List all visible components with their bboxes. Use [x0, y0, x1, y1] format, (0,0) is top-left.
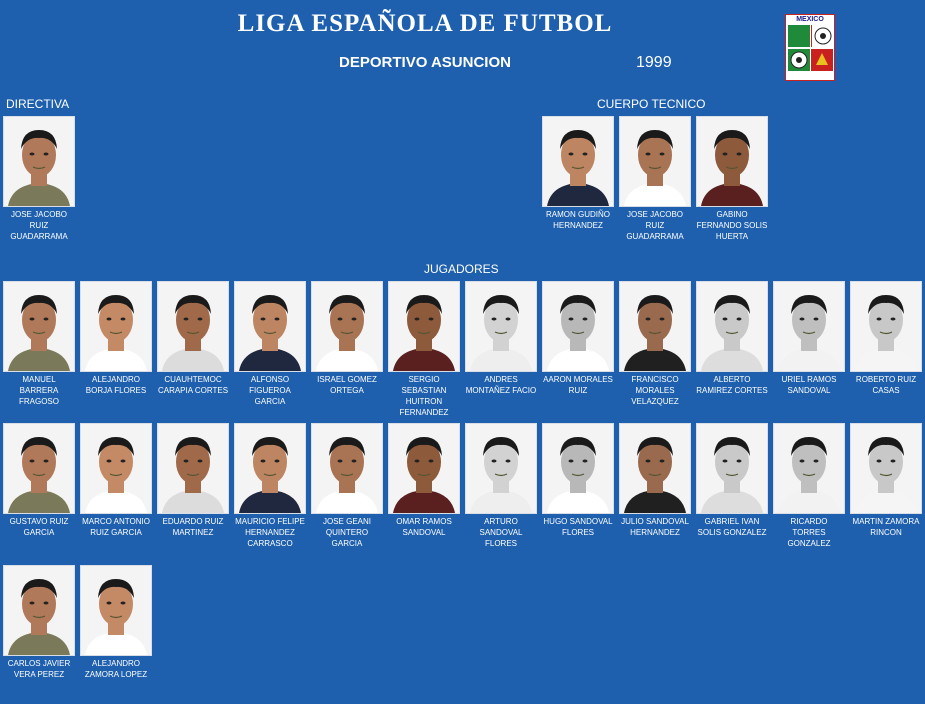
player-photo [157, 281, 229, 372]
person-card [311, 423, 383, 549]
person-name: HUGO SANDOVAL FLORES [543, 517, 613, 537]
person-name: GUSTAVO RUIZ GARCIA [9, 517, 69, 537]
person-card [850, 281, 922, 396]
player-photo [3, 281, 75, 372]
crest-quadrant [788, 49, 810, 71]
crest-quadrant [811, 25, 833, 47]
person-card [773, 281, 845, 396]
player-photo [388, 423, 460, 514]
person-card [80, 281, 152, 396]
person-card [157, 423, 229, 538]
person-card [773, 423, 845, 549]
person-name: ALFONSO FIGUEROA GARCIA [249, 375, 291, 406]
person-name: JOSE JACOBO RUIZ GUADARRAMA [626, 210, 684, 241]
person-card [388, 281, 460, 418]
person-card [619, 116, 691, 242]
person-card [3, 281, 75, 407]
player-photo [465, 423, 537, 514]
person-card [542, 116, 614, 231]
person-name: CARLOS JAVIER VERA PEREZ [7, 659, 71, 679]
player-photo [542, 423, 614, 514]
crest-quadrant [811, 49, 833, 71]
person-name: ROBERTO RUIZ CASAS [855, 375, 917, 395]
person-name: MANUEL BARRERA FRAGOSO [18, 375, 59, 406]
person-card [388, 423, 460, 538]
person-card [850, 423, 922, 538]
person-card [157, 281, 229, 396]
player-photo [157, 423, 229, 514]
person-name: AARON MORALES RUIZ [543, 375, 613, 395]
person-name: GABINO FERNANDO SOLIS HUERTA [696, 210, 768, 241]
team-name: DEPORTIVO ASUNCION [339, 54, 511, 71]
player-photo [773, 423, 845, 514]
player-photo [234, 423, 306, 514]
player-photo [619, 423, 691, 514]
person-name: MARCO ANTONIO RUIZ GARCIA [82, 517, 150, 537]
person-card [465, 423, 537, 549]
player-photo [619, 116, 691, 207]
player-photo [696, 116, 768, 207]
section-directiva: DIRECTIVA [6, 97, 70, 111]
person-card [542, 423, 614, 538]
person-name: ISRAEL GOMEZ ORTEGA [317, 375, 377, 395]
person-name: ALBERTO RAMIREZ CORTES [696, 375, 768, 395]
player-photo [850, 423, 922, 514]
person-name: ARTURO SANDOVAL FLORES [479, 517, 523, 548]
player-photo [234, 281, 306, 372]
person-card [3, 116, 75, 242]
section-jugadores: JUGADORES [424, 262, 499, 276]
team-crest-icon [785, 14, 835, 81]
team-year: 1999 [636, 54, 672, 71]
player-photo [3, 565, 75, 656]
person-name: JOSE JACOBO RUIZ GUADARRAMA [10, 210, 68, 241]
person-name: SERGIO SEBASTIAN HUITRON FERNANDEZ [399, 375, 449, 417]
person-name: ALEJANDRO BORJA FLORES [85, 375, 147, 395]
player-photo [542, 116, 614, 207]
person-card [696, 423, 768, 538]
person-name: GABRIEL IVAN SOLIS GONZALEZ [697, 517, 767, 537]
player-photo [850, 281, 922, 372]
player-photo [80, 281, 152, 372]
person-card [234, 281, 306, 407]
person-name: RAMON GUDIÑO HERNANDEZ [546, 210, 610, 230]
player-photo [311, 281, 383, 372]
crest-label: MEXICO [796, 16, 824, 23]
person-name: OMAR RAMOS SANDOVAL [396, 517, 452, 537]
person-card [696, 116, 768, 242]
player-photo [696, 281, 768, 372]
player-photo [80, 423, 152, 514]
person-name: EDUARDO RUIZ MARTINEZ [162, 517, 224, 537]
player-photo [311, 423, 383, 514]
person-name: ALEJANDRO ZAMORA LOPEZ [84, 659, 148, 679]
player-photo [3, 116, 75, 207]
crest-quadrant [788, 25, 810, 47]
person-name: JULIO SANDOVAL HERNANDEZ [621, 517, 689, 537]
person-card [3, 423, 75, 538]
person-card [80, 423, 152, 538]
person-name: MARTIN ZAMORA RINCON [852, 517, 920, 537]
player-photo [619, 281, 691, 372]
person-card [3, 565, 75, 680]
person-name: MAURICIO FELIPE HERNANDEZ CARRASCO [235, 517, 305, 548]
section-cuerpo-tecnico: CUERPO TECNICO [597, 97, 706, 111]
person-card [465, 281, 537, 396]
person-card [696, 281, 768, 396]
person-name: FRANCISCO MORALES VELAZQUEZ [631, 375, 679, 406]
league-title: LIGA ESPAÑOLA DE FUTBOL [237, 10, 613, 37]
player-photo [3, 423, 75, 514]
person-name: CUAUHTEMOC CARAPIA CORTES [157, 375, 229, 395]
player-photo [773, 281, 845, 372]
person-name: ANDRES MONTAÑEZ FACIO [465, 375, 537, 395]
person-card [619, 423, 691, 538]
person-card [80, 565, 152, 680]
person-card [542, 281, 614, 396]
player-photo [696, 423, 768, 514]
person-name: JOSE GEANI QUINTERO GARCIA [322, 517, 371, 548]
player-photo [388, 281, 460, 372]
person-name: URIEL RAMOS SANDOVAL [781, 375, 837, 395]
player-photo [80, 565, 152, 656]
player-photo [465, 281, 537, 372]
player-photo [542, 281, 614, 372]
person-name: RICARDO TORRES GONZALEZ [787, 517, 831, 548]
person-card [311, 281, 383, 396]
person-card [619, 281, 691, 407]
person-card [234, 423, 306, 549]
